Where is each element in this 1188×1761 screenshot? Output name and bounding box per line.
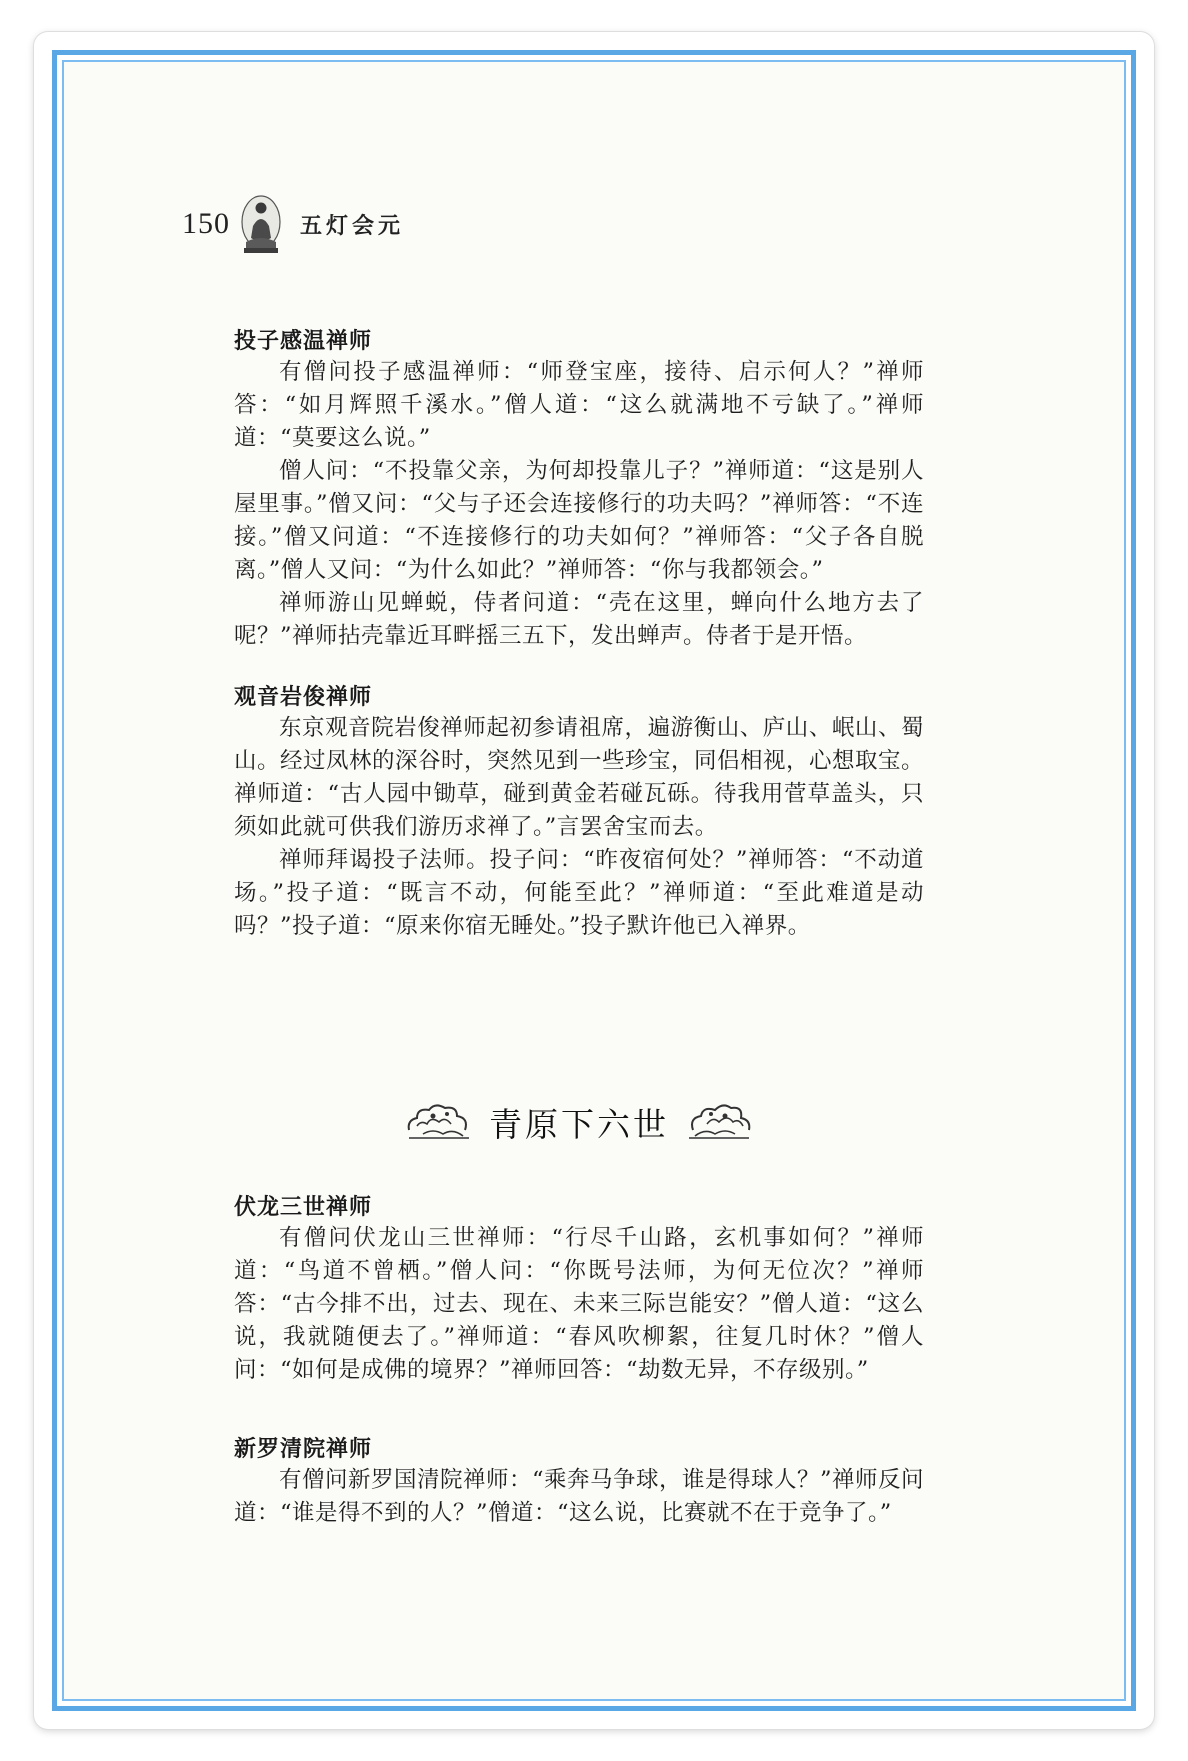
page-card (34, 32, 1154, 1729)
section-title: 投子感温禅师 (234, 329, 373, 354)
chapter-title: 青原下六世 (489, 1104, 669, 1144)
page-number: 150 (182, 207, 230, 240)
section-title: 新罗清院禅师 (234, 1437, 373, 1462)
paragraph: 有僧问新罗国清院禅师：“乘奔马争球，谁是得球人？”禅师反问道：“谁是得不到的人？”僧道：“这么说，比赛就不在于竞争了。” (234, 1467, 925, 1526)
section-title: 伏龙三世禅师 (234, 1195, 373, 1220)
section-title: 观音岩俊禅师 (234, 685, 373, 710)
book-page (64, 62, 1124, 1699)
cloud-ornament-icon (685, 1100, 755, 1144)
page-header (182, 184, 404, 264)
paragraph: 僧人问：“不投靠父亲，为何却投靠儿子？”禅师道：“这是别人屋里事。”僧又问：“父与子还会连接修行的功夫吗？”禅师答：“不连接。”僧又问道：“不连接修行的功夫如何？”禅师答：“父子各自脱离。”僧人又问：“为什么如此？”禅师答：“你与我都领会。” (234, 458, 924, 583)
page-frame-inner (62, 60, 1126, 1701)
paragraph: 有僧问伏龙山三世禅师：“行尽千山路，玄机事如何？”禅师道：“鸟道不曾栖。”僧人问：“你既号法师，为何无位次？”禅师答：“古今排不出，过去、现在、未来三际岂能安？”僧人道：“这么说，我就随便去了。”禅师道：“春风吹柳絮，往复几时休？”僧人问：“如何是成佛的境界？”禅师回答：“劫数无异，不存级别。” (234, 1225, 924, 1383)
paragraph: 禅师游山见蝉蜕，侍者问道：“壳在这里，蝉向什么地方去了呢？”禅师拈壳靠近耳畔摇三五下，发出蝉声。侍者于是开悟。 (234, 590, 924, 649)
chapter-heading (354, 1092, 804, 1152)
paragraph: 有僧问投子感温禅师：“师登宝座，接待、启示何人？”禅师答：“如月辉照千溪水。”僧人道：“这么就满地不亏缺了。”禅师道：“莫要这么说。” (234, 359, 924, 451)
paragraph: 东京观音院岩俊禅师起初参请祖席，遍游衡山、庐山、岷山、蜀山。经过凤林的深谷时，突然见到一些珍宝，同侣相视，心想取宝。禅师道：“古人园中锄草，碰到黄金若碰瓦砾。待我用菅草盖头，只须如此就可供我们游历求禅了。”言罢舍宝而去。 (234, 715, 925, 840)
book-title: 五灯会元 (300, 213, 405, 239)
page-frame-outer (52, 50, 1136, 1711)
cloud-ornament-icon (403, 1100, 473, 1144)
paragraph: 禅师拜谒投子法师。投子问：“昨夜宿何处？”禅师答：“不动道场。”投子道：“既言不动，何能至此？”禅师道：“至此难道是动吗？”投子道：“原来你宿无睡处。”投子默许他已入禅界。 (234, 847, 924, 939)
seated-buddha-icon (240, 192, 282, 256)
